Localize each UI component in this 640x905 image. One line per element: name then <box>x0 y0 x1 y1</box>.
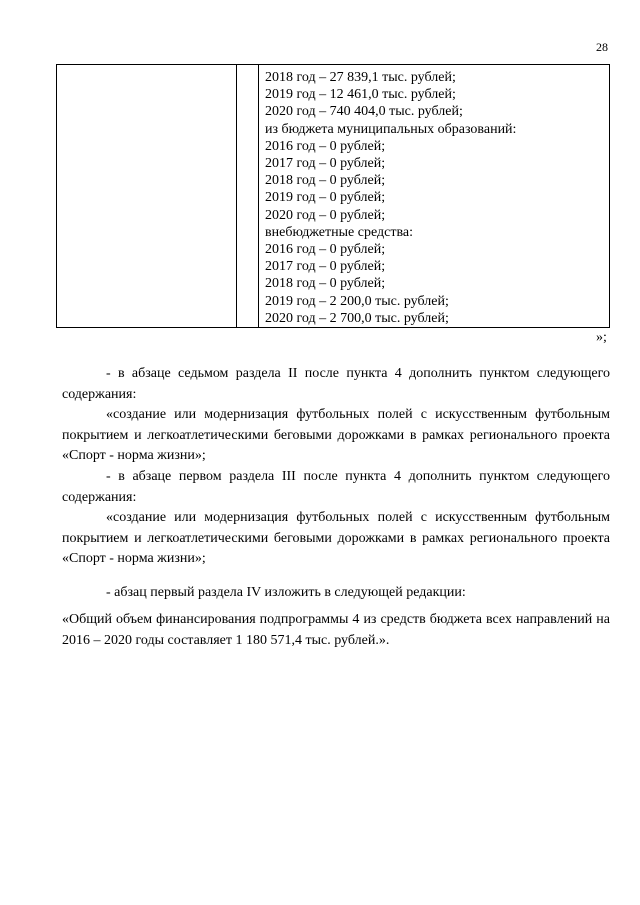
table-line: 2018 год – 0 рублей; <box>265 276 386 292</box>
paragraph-amend-section-3: - в абзаце первом раздела III после пункта 4 дополнить пунктом следующего содержания: <box>62 469 610 505</box>
table-line: 2019 год – 12 461,0 тыс. рублей; <box>265 87 456 103</box>
table-line: 2018 год – 27 839,1 тыс. рублей; <box>265 70 456 85</box>
table-line: 2019 год – 2 200,0 тыс. рублей; <box>265 293 449 309</box>
page-number: 28 <box>596 40 608 54</box>
table-line: 2019 год – 0 рублей; <box>265 190 386 206</box>
table-line: 2020 год – 2 700,0 тыс. рублей; <box>265 310 449 326</box>
paragraph-new-wording: «Общий объем финансирования подпрограммы 4 из средств бюджета всех направлений на 2016 – 2020 годы составляет 1 180 571,4 тыс. рублей.». <box>62 612 610 648</box>
table-line: 2020 год – 0 рублей; <box>265 207 386 223</box>
table-line: 2016 год – 0 рублей; <box>265 138 386 154</box>
table-column-values <box>259 65 609 327</box>
paragraph-amend-section-2: - в абзаце седьмом раздела II после пункта 4 дополнить пунктом следующего содержания: <box>62 366 610 402</box>
table-column-spacer <box>237 65 259 327</box>
table-line: 2018 год – 0 рублей; <box>265 173 386 189</box>
table-line: из бюджета муниципальных образований: <box>265 121 517 137</box>
table-line: 2016 год – 0 рублей; <box>265 242 386 258</box>
table-line: 2017 год – 0 рублей; <box>265 259 386 275</box>
table-column-label <box>57 65 237 327</box>
table-line: 2017 год – 0 рублей; <box>265 156 386 172</box>
paragraph-quoted-item-section-2: «создание или модернизация футбольных полей с искусственным футбольным покрытием и легкоатлетическими беговыми дорожками в рамках регионального проекта «Спорт - норма жизни»; <box>62 407 610 463</box>
financing-table <box>56 64 610 328</box>
table-line: 2020 год – 740 404,0 тыс. рублей; <box>265 104 463 120</box>
paragraph-amend-section-4: - абзац первый раздела IV изложить в следующей редакции: <box>106 585 466 600</box>
table-line: внебюджетные средства: <box>265 224 413 240</box>
closing-quote-mark: »; <box>596 330 607 345</box>
paragraph-quoted-item-section-3: «создание или модернизация футбольных полей с искусственным футбольным покрытием и легкоатлетическими беговыми дорожками в рамках регионального проекта «Спорт - норма жизни»; <box>62 510 610 566</box>
